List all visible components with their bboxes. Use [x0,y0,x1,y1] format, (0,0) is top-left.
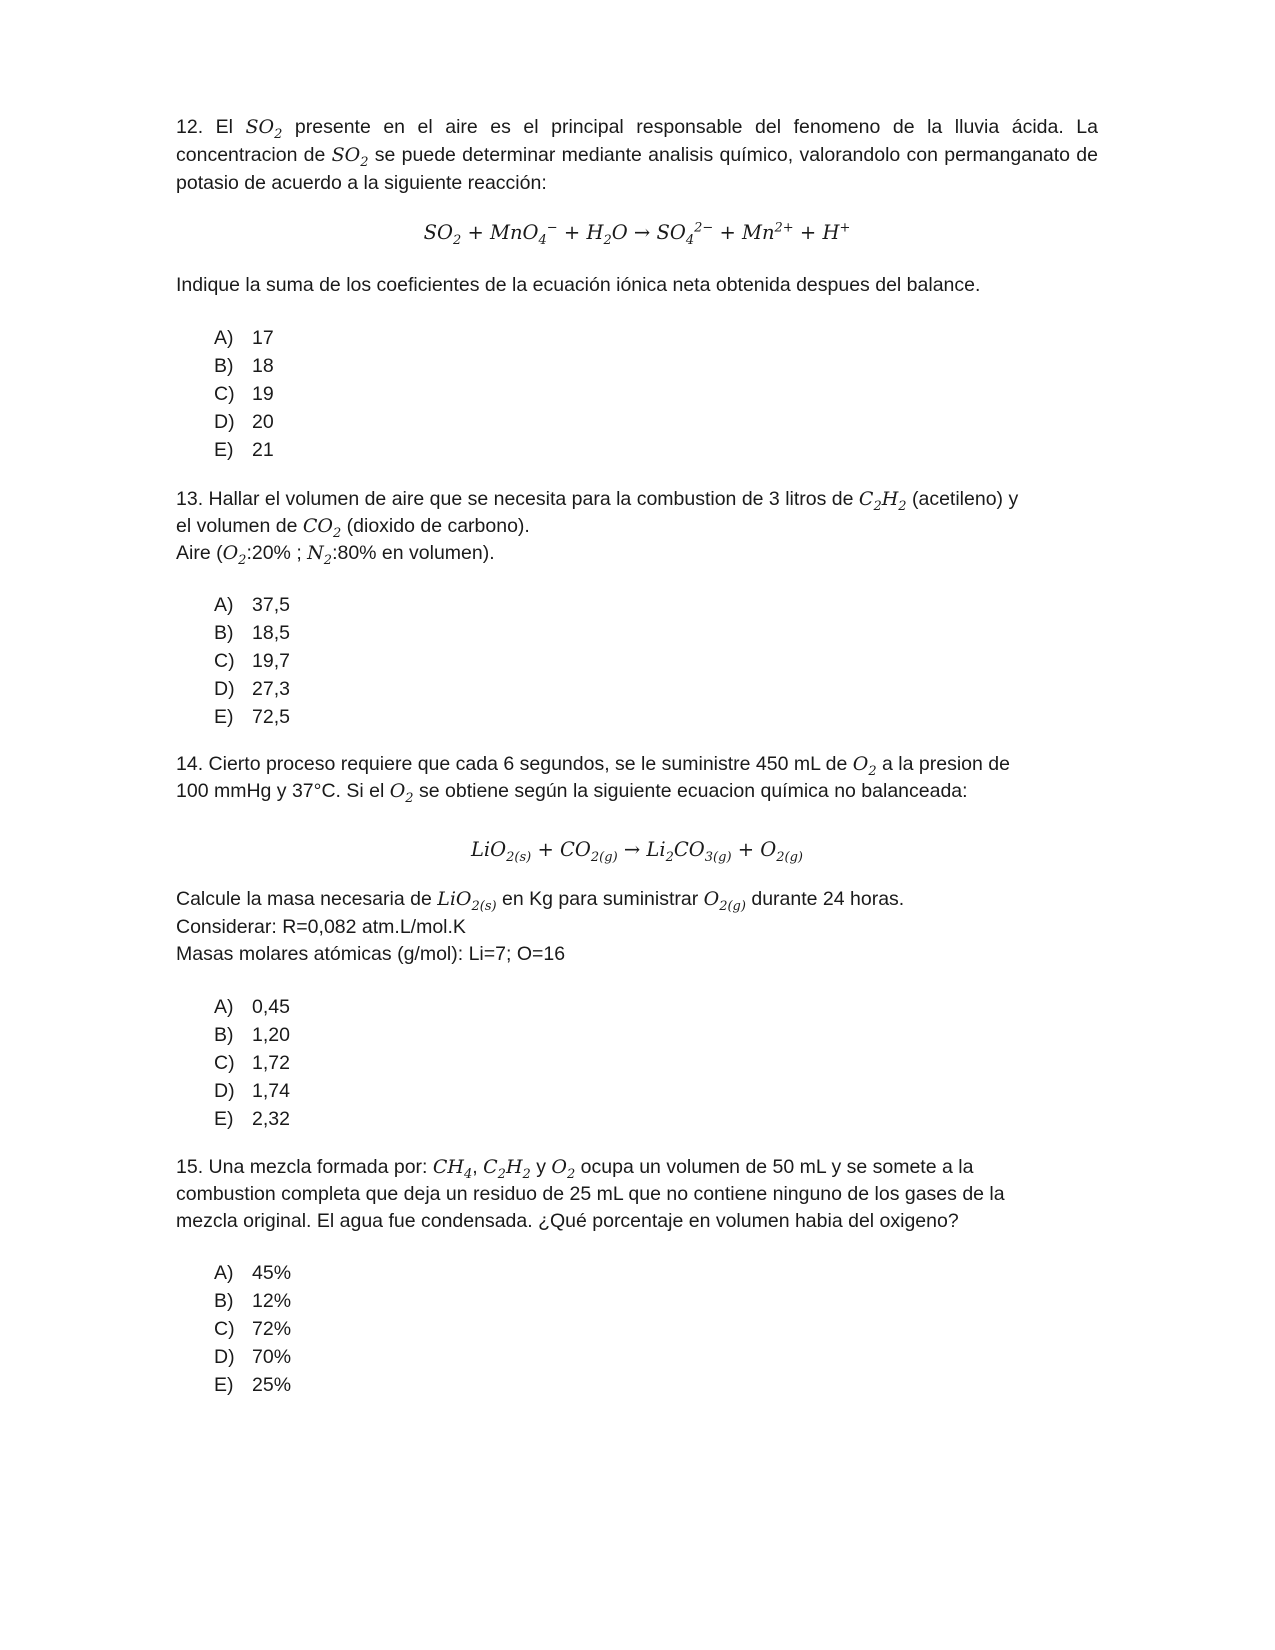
q14-option-d: D) 1,74 [214,1080,290,1102]
q12-option-a: A) 17 [214,327,274,349]
q14-line-1: 14. Cierto proceso requiere que cada 6 segundos, se le suministre 450 mL de $O_2$ a la presion de [176,753,1010,779]
q12-stem: 12. El $SO_2$ presente en el aire es el principal responsable del fenomeno de la lluvia ácida. La concentracion de $SO_2$ se puede determinar mediante analisis químico, valorandolo con permanganato de potasio de acuerdo a la siguiente reacción: [176,116,1098,194]
q15-option-b: B) 12% [214,1290,292,1312]
q13-options [214,591,290,731]
q14-option-a: A) 0,45 [214,996,290,1018]
q15-line-2: combustion completa que deja un residuo de 25 mL que no contiene ninguno de los gases de la [176,1183,1005,1205]
q14-option-e: E) 2,32 [214,1108,290,1130]
q14-option-c: C) 1,72 [214,1052,290,1074]
q13-line-3: Aire ($O_2:20\%$ ; $N_2:80\%$ en volumen). [176,542,495,568]
q13-option-c: C) 19,7 [214,650,290,672]
q13-option-d: D) 27,3 [214,678,290,700]
q14-line-5: Masas molares atómicas (g/mol): Li=7; O=16 [176,943,566,965]
q14-option-b: B) 1,20 [214,1024,290,1046]
q12-option-e: E) 21 [214,439,274,461]
q15-option-e: E) 25% [214,1374,292,1396]
q15-options [214,1259,291,1399]
q14-options [214,993,290,1133]
q13-option-b: B) 18,5 [214,622,290,644]
q15-line-1: 15. Una mezcla formada por: $CH_4$, $C_2H_2$ y $O_2$ ocupa un volumen de 50 mL y se somete a la [176,1156,974,1182]
q12-option-b: B) 18 [214,355,274,377]
q15-option-c: C) 72% [214,1318,292,1340]
q13-line-1: 13. Hallar el volumen de aire que se necesita para la combustion de 3 litros de $C_2H_2$ (acetileno) y [176,488,1019,514]
q12-equation: $SO_2 + MnO_4^- + H_2O \to SO_4^{2-} + Mn^{2+} + H^+$ [423,220,851,248]
q14-line-2: 100 mmHg y 37°C. Si el $O_2$ se obtiene según la siguiente ecuacion química no balanceada: [176,780,968,806]
q12-options [214,324,274,464]
q14-equation: $LiO_{2(s)} + CO_{2(g)} \to Li_2CO_{3(g)} + O_{2(g)}$ [470,838,804,865]
q15-option-d: D) 70% [214,1346,292,1368]
q13-option-e: E) 72,5 [214,706,290,728]
q14-line-4: Considerar: R=0,082 atm.L/mol.K [176,916,466,938]
q12-option-d: D) 20 [214,411,274,433]
q13-option-a: A) 37,5 [214,594,290,616]
q15-option-a: A) 45% [214,1262,292,1284]
q15-line-3: mezcla original. El agua fue condensada. ¿Qué porcentaje en volumen habia del oxigeno? [176,1210,959,1232]
q14-line-3: Calcule la masa necesaria de LiO$_{2(s)}$ en Kg para suministrar $O_{2(g)}$ durante 24 horas. [176,888,905,914]
q12-option-c: C) 19 [214,383,274,405]
q13-line-2: el volumen de $CO_2$ (dioxido de carbono). [176,515,530,541]
q12-question: Indique la suma de los coeficientes de la ecuación iónica neta obtenida despues del balance. [176,274,981,296]
